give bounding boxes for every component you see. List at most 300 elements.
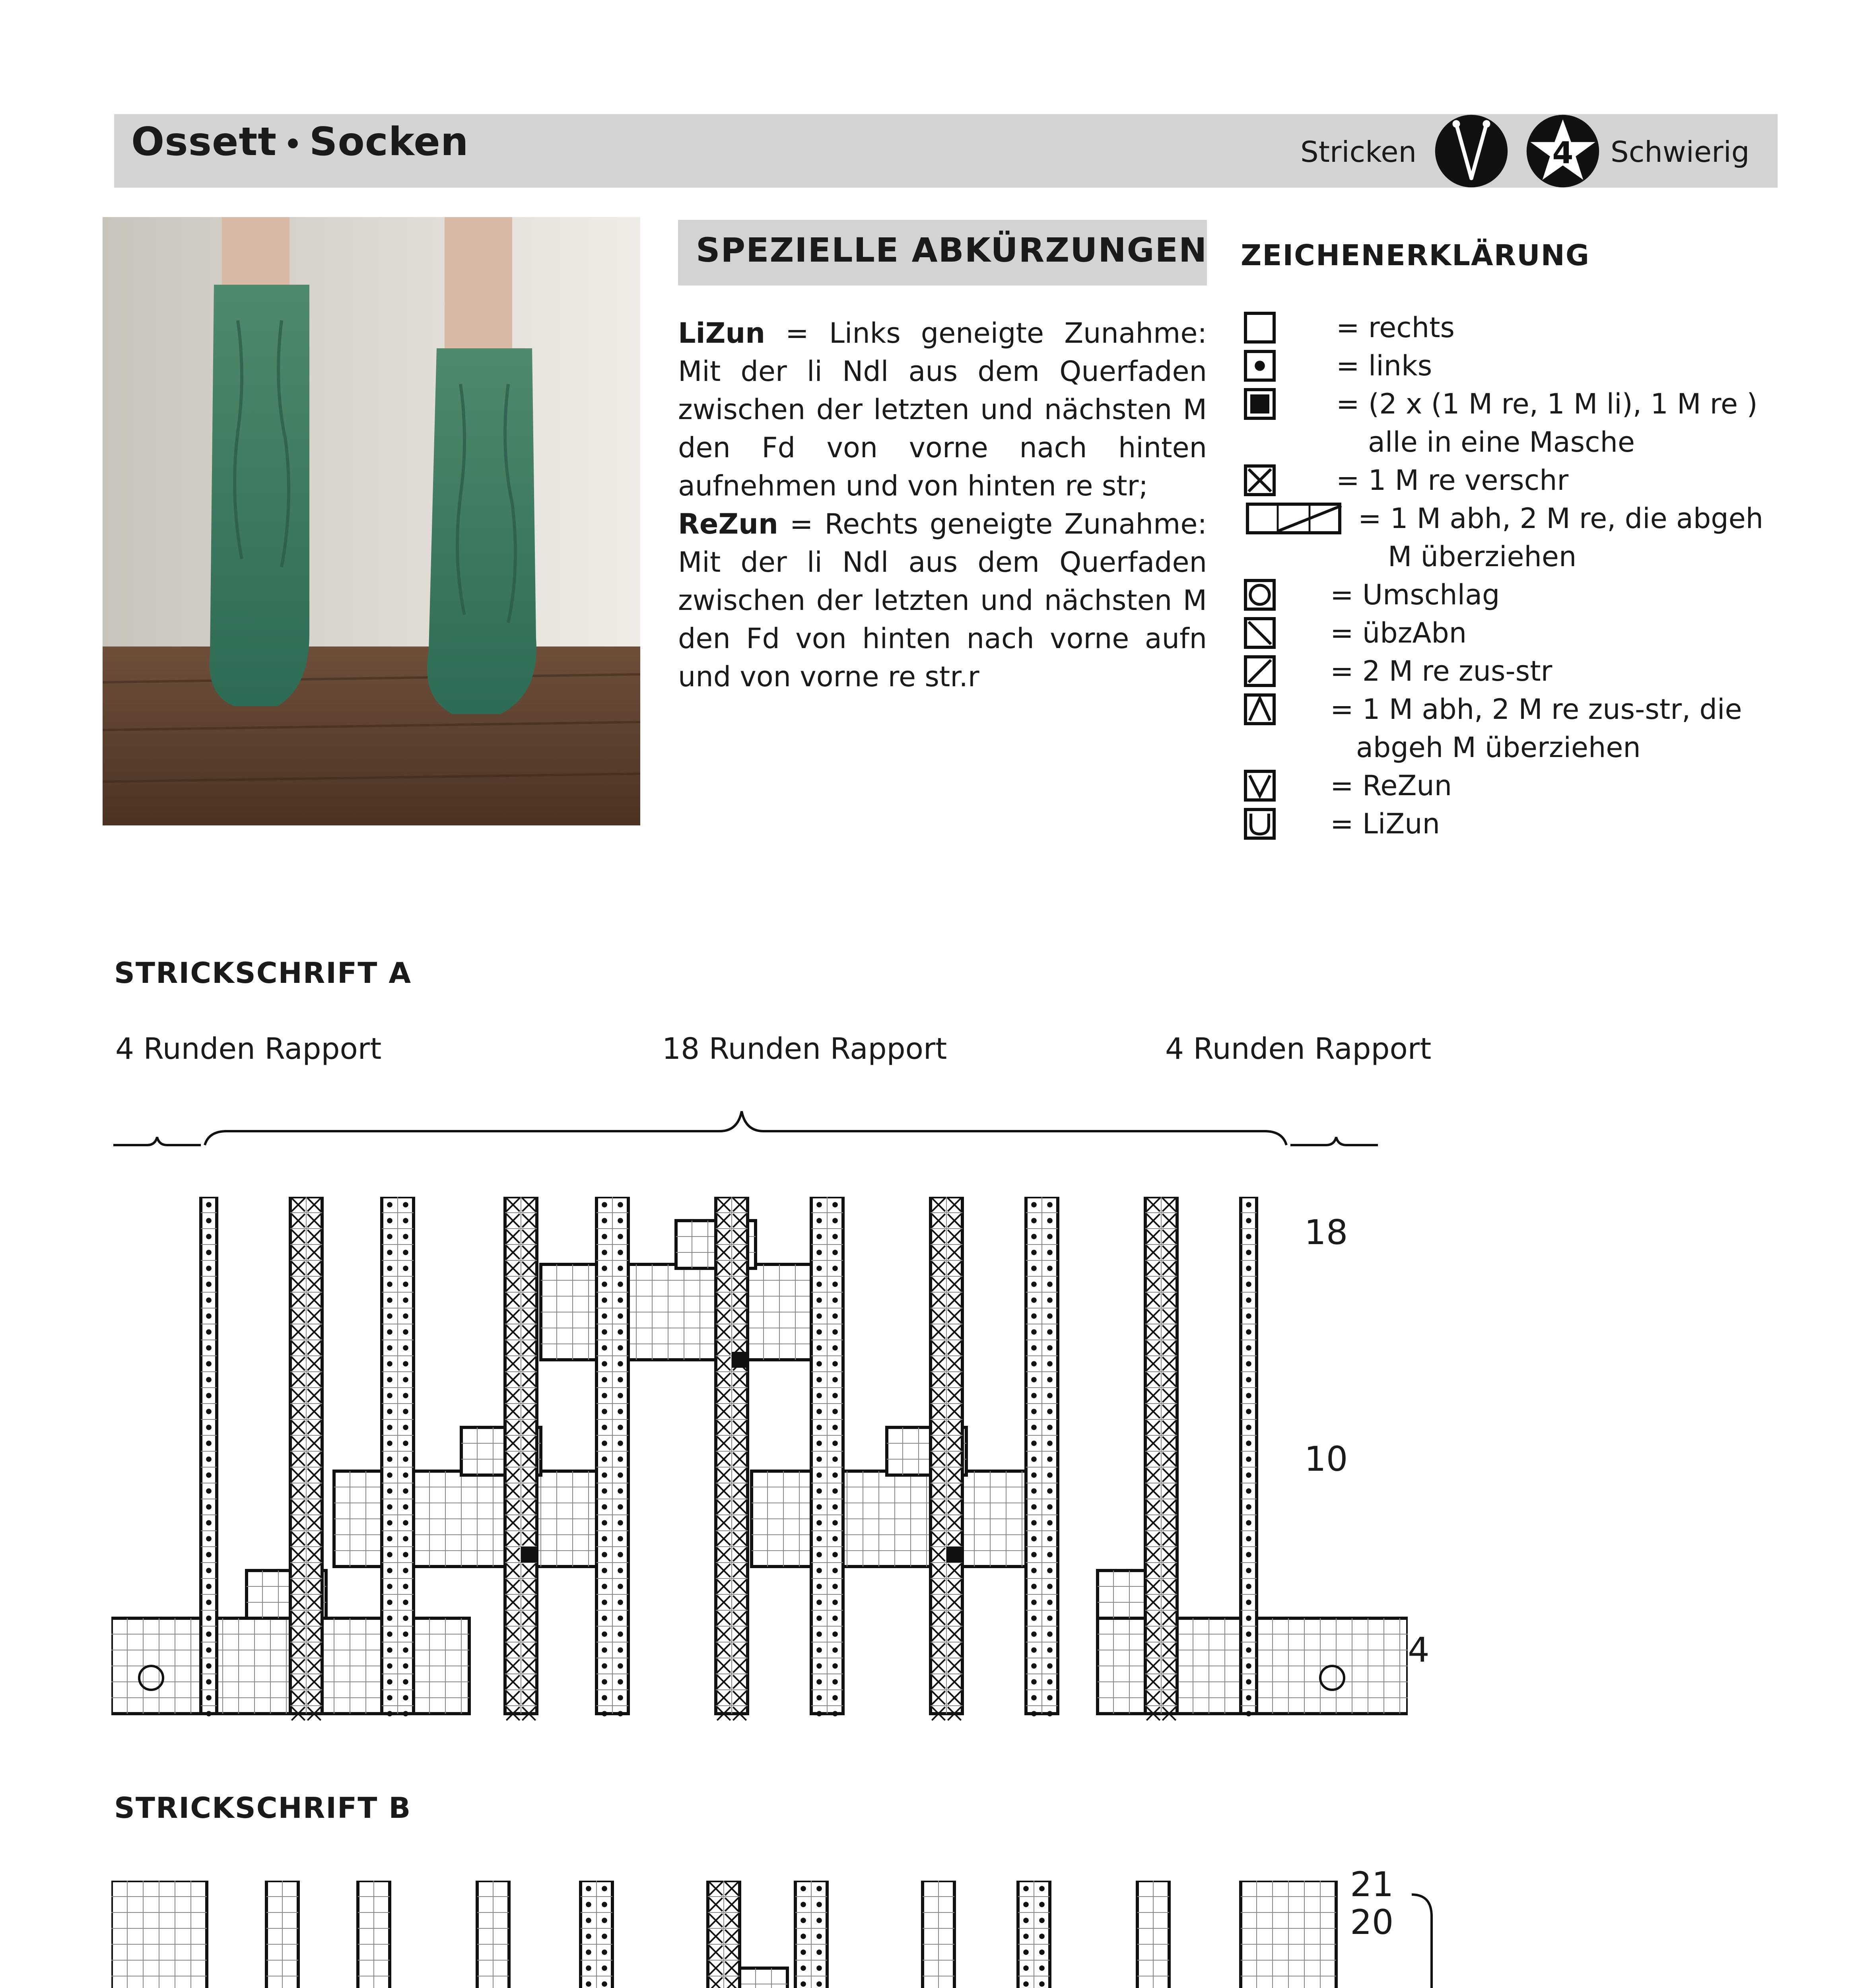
purl-stitch: [1039, 1965, 1045, 1971]
purl-stitch: [1023, 1981, 1029, 1987]
purl-stitch: [387, 1615, 392, 1621]
legend-item: = links: [1336, 349, 1432, 382]
purl-stitch: [602, 1568, 607, 1573]
purl-stitch: [1047, 1647, 1053, 1653]
purl-stitch: [618, 1679, 623, 1685]
purl-stitch: [403, 1568, 408, 1573]
purl-stitch: [618, 1313, 623, 1319]
purl-stitch: [832, 1679, 838, 1685]
purl-stitch: [832, 1313, 838, 1319]
purl-stitch: [403, 1345, 408, 1351]
abbr-term: ReZun: [678, 508, 778, 540]
purl-stitch: [618, 1552, 623, 1557]
purl-stitch: [832, 1552, 838, 1557]
purl-stitch: [206, 1600, 212, 1605]
purl-stitch: [816, 1504, 822, 1510]
star-icon: [1525, 113, 1601, 189]
purl-stitch: [1031, 1313, 1037, 1319]
chart-b-brace: [1408, 1893, 1455, 1988]
chart-b-title: STRICKSCHRIFT B: [114, 1791, 412, 1825]
purl-stitch: [816, 1329, 822, 1335]
purl-stitch: [387, 1663, 392, 1669]
purl-stitch: [387, 1202, 392, 1208]
purl-stitch: [832, 1329, 838, 1335]
purl-stitch: [403, 1600, 408, 1605]
purl-stitch: [206, 1345, 212, 1351]
purl-stitch: [206, 1679, 212, 1685]
purl-stitch: [832, 1234, 838, 1239]
purl-stitch: [1031, 1711, 1037, 1716]
purl-stitch: [206, 1266, 212, 1271]
purl-stitch: [618, 1441, 623, 1446]
purl-stitch: [1039, 1981, 1045, 1987]
purl-stitch: [832, 1615, 838, 1621]
purl-stitch: [387, 1377, 392, 1382]
purl-stitch: [1047, 1552, 1053, 1557]
dot-square-icon: [1244, 350, 1276, 382]
purl-stitch: [1031, 1615, 1037, 1621]
purl-stitch: [387, 1695, 392, 1701]
purl-stitch: [602, 1377, 607, 1382]
purl-stitch: [1031, 1600, 1037, 1605]
chart-b-grid: [111, 1881, 1352, 1988]
purl-stitch: [206, 1313, 212, 1319]
purl-stitch: [1031, 1377, 1037, 1382]
purl-stitch: [1246, 1281, 1251, 1287]
rapport-braces: [111, 1105, 1400, 1149]
purl-stitch: [618, 1250, 623, 1255]
purl-stitch: [1047, 1266, 1053, 1271]
purl-stitch: [1047, 1472, 1053, 1478]
purl-stitch: [403, 1536, 408, 1541]
purl-stitch: [602, 1393, 607, 1398]
legend-item: = (2 x (1 M re, 1 M li), 1 M re ): [1336, 388, 1758, 420]
pattern-name: Ossett: [131, 119, 277, 165]
purl-stitch: [618, 1584, 623, 1589]
purl-stitch: [403, 1441, 408, 1446]
purl-stitch: [206, 1202, 212, 1208]
legend-item: = 1 M abh, 2 M re, die abgeh: [1358, 502, 1764, 535]
empty-square-icon: [1244, 312, 1276, 344]
purl-stitch: [206, 1377, 212, 1382]
purl-stitch: [403, 1456, 408, 1462]
purl-stitch: [387, 1409, 392, 1414]
purl-stitch: [1246, 1313, 1251, 1319]
knitting-needles-icon: [1434, 113, 1509, 189]
purl-stitch: [1031, 1456, 1037, 1462]
purl-stitch: [403, 1329, 408, 1335]
purl-stitch: [1023, 1934, 1029, 1939]
purl-stitch: [1047, 1488, 1053, 1494]
purl-stitch: [403, 1663, 408, 1669]
purl-stitch: [602, 1902, 607, 1907]
purl-stitch: [1047, 1202, 1053, 1208]
purl-stitch: [403, 1266, 408, 1271]
purl-stitch: [206, 1441, 212, 1446]
purl-stitch: [1031, 1504, 1037, 1510]
purl-stitch: [1246, 1456, 1251, 1462]
purl-stitch: [1047, 1393, 1053, 1398]
purl-stitch: [816, 1456, 822, 1462]
purl-stitch: [1246, 1488, 1251, 1494]
purl-stitch: [602, 1202, 607, 1208]
purl-stitch: [832, 1520, 838, 1526]
purl-stitch: [801, 1886, 806, 1891]
abbreviations-title: SPEZIELLE ABKÜRZUNGEN: [696, 231, 1208, 270]
purl-stitch: [816, 1218, 822, 1223]
purl-stitch: [387, 1297, 392, 1303]
bobble-stitch: [521, 1547, 537, 1563]
chart-a-grid: [111, 1197, 1408, 1730]
purl-stitch: [832, 1441, 838, 1446]
purl-stitch: [387, 1647, 392, 1653]
purl-stitch: [602, 1711, 607, 1716]
purl-stitch: [403, 1679, 408, 1685]
purl-stitch: [801, 1949, 806, 1955]
purl-stitch: [816, 1488, 822, 1494]
purl-stitch: [403, 1472, 408, 1478]
purl-stitch: [816, 1695, 822, 1701]
purl-stitch: [618, 1425, 623, 1430]
purl-stitch: [816, 1647, 822, 1653]
purl-stitch: [206, 1234, 212, 1239]
purl-stitch: [602, 1425, 607, 1430]
purl-stitch: [1246, 1250, 1251, 1255]
abbr-definition: = Links geneigte Zunahme: Mit der li Ndl aus dem Querfaden zwischen der letzten und nächsten M den Fd von vorne nach hinten aufnehmen und von hinten re str;: [678, 317, 1207, 502]
legend-item: = ReZun: [1330, 769, 1452, 802]
triple-slash-icon: [1244, 503, 1343, 534]
purl-stitch: [618, 1472, 623, 1478]
purl-stitch: [832, 1377, 838, 1382]
abbr-definition: = Rechts geneigte Zunahme: Mit der li Ndl aus dem Querfaden zwischen der letzten und nächsten M den Fd von hinten nach vorne aufn und von vorne re str.r: [678, 508, 1207, 693]
purl-stitch: [1246, 1600, 1251, 1605]
chart-a-row-label: 4: [1408, 1630, 1430, 1670]
purl-stitch: [403, 1647, 408, 1653]
bobble-stitch: [732, 1352, 748, 1368]
purl-stitch: [387, 1472, 392, 1478]
purl-stitch: [206, 1520, 212, 1526]
purl-stitch: [602, 1313, 607, 1319]
purl-stitch: [1031, 1488, 1037, 1494]
purl-stitch: [832, 1425, 838, 1430]
purl-stitch: [1031, 1250, 1037, 1255]
purl-stitch: [1031, 1202, 1037, 1208]
purl-stitch: [618, 1393, 623, 1398]
purl-stitch: [1031, 1409, 1037, 1414]
purl-stitch: [1047, 1234, 1053, 1239]
purl-stitch: [403, 1281, 408, 1287]
purl-stitch: [816, 1934, 822, 1939]
purl-stitch: [206, 1568, 212, 1573]
purl-stitch: [816, 1266, 822, 1271]
purl-stitch: [602, 1409, 607, 1414]
purl-stitch: [1047, 1361, 1053, 1367]
purl-stitch: [602, 1695, 607, 1701]
purl-stitch: [1031, 1266, 1037, 1271]
purl-stitch: [1023, 1886, 1029, 1891]
purl-stitch: [618, 1695, 623, 1701]
sock-photo: [103, 217, 640, 825]
purl-stitch: [1047, 1568, 1053, 1573]
purl-stitch: [1023, 1902, 1029, 1907]
purl-stitch: [387, 1281, 392, 1287]
legend-item-continued: abgeh M überziehen: [1356, 731, 1641, 764]
purl-stitch: [816, 1679, 822, 1685]
slash-square-icon: [1244, 655, 1276, 687]
purl-stitch: [586, 1965, 591, 1971]
purl-stitch: [1031, 1361, 1037, 1367]
purl-stitch: [602, 1663, 607, 1669]
legend-item: = rechts: [1336, 311, 1455, 344]
abbreviations-text: [678, 314, 1207, 696]
purl-stitch: [387, 1631, 392, 1637]
rapport-middle-label: 18 Runden Rapport: [662, 1032, 947, 1066]
purl-stitch: [1246, 1711, 1251, 1716]
title-separator: •: [284, 128, 302, 161]
purl-stitch: [618, 1600, 623, 1605]
purl-stitch: [1246, 1695, 1251, 1701]
purl-stitch: [206, 1695, 212, 1701]
purl-stitch: [618, 1297, 623, 1303]
purl-stitch: [1047, 1536, 1053, 1541]
purl-stitch: [403, 1425, 408, 1430]
purl-stitch: [206, 1631, 212, 1637]
legend-item: = 2 M re zus-str: [1330, 655, 1552, 687]
purl-stitch: [403, 1520, 408, 1526]
purl-stitch: [1047, 1218, 1053, 1223]
purl-stitch: [1031, 1536, 1037, 1541]
purl-stitch: [832, 1695, 838, 1701]
purl-stitch: [816, 1552, 822, 1557]
purl-stitch: [816, 1377, 822, 1382]
purl-stitch: [387, 1488, 392, 1494]
purl-stitch: [1047, 1600, 1053, 1605]
purl-stitch: [602, 1918, 607, 1923]
purl-stitch: [832, 1631, 838, 1637]
purl-stitch: [1246, 1425, 1251, 1430]
chart-b-row-label: 21: [1350, 1865, 1394, 1905]
purl-stitch: [1246, 1520, 1251, 1526]
purl-stitch: [1047, 1695, 1053, 1701]
purl-stitch: [403, 1393, 408, 1398]
purl-stitch: [801, 1981, 806, 1987]
purl-stitch: [1031, 1281, 1037, 1287]
purl-stitch: [1047, 1504, 1053, 1510]
purl-stitch: [1246, 1345, 1251, 1351]
purl-stitch: [1039, 1918, 1045, 1923]
purl-stitch: [602, 1981, 607, 1987]
purl-stitch: [832, 1600, 838, 1605]
purl-stitch: [832, 1218, 838, 1223]
purl-stitch: [618, 1266, 623, 1271]
purl-stitch: [1246, 1584, 1251, 1589]
legend-item: = Umschlag: [1330, 579, 1500, 611]
purl-stitch: [801, 1902, 806, 1907]
purl-stitch: [206, 1488, 212, 1494]
purl-stitch: [832, 1250, 838, 1255]
purl-stitch: [403, 1297, 408, 1303]
purl-stitch: [387, 1536, 392, 1541]
purl-stitch: [586, 1918, 591, 1923]
purl-stitch: [403, 1488, 408, 1494]
purl-stitch: [403, 1695, 408, 1701]
purl-stitch: [1246, 1647, 1251, 1653]
purl-stitch: [206, 1297, 212, 1303]
purl-stitch: [602, 1441, 607, 1446]
purl-stitch: [1047, 1250, 1053, 1255]
purl-stitch: [816, 1631, 822, 1637]
purl-stitch: [618, 1663, 623, 1669]
purl-stitch: [403, 1218, 408, 1223]
purl-stitch: [1031, 1441, 1037, 1446]
purl-stitch: [1031, 1647, 1037, 1653]
purl-stitch: [387, 1266, 392, 1271]
circle-square-icon: [1244, 579, 1276, 611]
difficulty-number: 4: [1552, 135, 1574, 171]
purl-stitch: [206, 1456, 212, 1462]
chart-b-row-label: 20: [1350, 1903, 1394, 1942]
purl-stitch: [586, 1949, 591, 1955]
purl-stitch: [832, 1472, 838, 1478]
v-square-icon: [1244, 770, 1276, 802]
purl-stitch: [403, 1615, 408, 1621]
purl-stitch: [816, 1202, 822, 1208]
purl-stitch: [206, 1250, 212, 1255]
purl-stitch: [1246, 1663, 1251, 1669]
purl-stitch: [602, 1520, 607, 1526]
category-name: Socken: [309, 119, 469, 165]
purl-stitch: [1031, 1568, 1037, 1573]
purl-stitch: [816, 1568, 822, 1573]
purl-stitch: [602, 1965, 607, 1971]
purl-stitch: [403, 1584, 408, 1589]
purl-stitch: [816, 1600, 822, 1605]
purl-stitch: [602, 1297, 607, 1303]
purl-stitch: [816, 1234, 822, 1239]
purl-stitch: [1246, 1329, 1251, 1335]
purl-stitch: [387, 1679, 392, 1685]
purl-stitch: [1031, 1393, 1037, 1398]
purl-stitch: [618, 1504, 623, 1510]
legend-title: ZEICHENERKLÄRUNG: [1241, 239, 1590, 272]
chart-a-row-label: 18: [1304, 1213, 1348, 1252]
purl-stitch: [403, 1631, 408, 1637]
chart-a-row-label: 10: [1304, 1439, 1348, 1479]
purl-stitch: [1031, 1329, 1037, 1335]
legend-item: = 1 M abh, 2 M re zus-str, die: [1330, 693, 1742, 726]
purl-stitch: [387, 1250, 392, 1255]
purl-stitch: [832, 1504, 838, 1510]
purl-stitch: [1031, 1425, 1037, 1430]
purl-stitch: [1246, 1472, 1251, 1478]
purl-stitch: [206, 1663, 212, 1669]
purl-stitch: [832, 1663, 838, 1669]
purl-stitch: [1047, 1441, 1053, 1446]
purl-stitch: [618, 1647, 623, 1653]
purl-stitch: [618, 1711, 623, 1716]
purl-stitch: [1039, 1949, 1045, 1955]
purl-stitch: [816, 1250, 822, 1255]
purl-stitch: [602, 1250, 607, 1255]
purl-stitch: [206, 1218, 212, 1223]
purl-stitch: [387, 1552, 392, 1557]
rapport-right-label: 4 Runden Rapport: [1165, 1032, 1432, 1066]
purl-stitch: [832, 1456, 838, 1462]
purl-stitch: [387, 1393, 392, 1398]
purl-stitch: [618, 1520, 623, 1526]
purl-stitch: [1031, 1218, 1037, 1223]
purl-stitch: [1047, 1520, 1053, 1526]
purl-stitch: [1031, 1679, 1037, 1685]
purl-stitch: [206, 1552, 212, 1557]
purl-stitch: [602, 1584, 607, 1589]
purl-stitch: [1031, 1695, 1037, 1701]
u-square-icon: [1244, 808, 1276, 840]
purl-stitch: [403, 1234, 408, 1239]
purl-stitch: [1047, 1425, 1053, 1430]
purl-stitch: [832, 1345, 838, 1351]
purl-stitch: [816, 1536, 822, 1541]
purl-stitch: [206, 1647, 212, 1653]
purl-stitch: [387, 1329, 392, 1335]
purl-stitch: [1246, 1679, 1251, 1685]
purl-stitch: [1031, 1663, 1037, 1669]
purl-stitch: [618, 1361, 623, 1367]
purl-stitch: [816, 1886, 822, 1891]
bobble-stitch: [946, 1547, 962, 1563]
purl-stitch: [403, 1711, 408, 1716]
purl-stitch: [1039, 1902, 1045, 1907]
rapport-left-label: 4 Runden Rapport: [115, 1032, 382, 1066]
purl-stitch: [586, 1981, 591, 1987]
purl-stitch: [602, 1647, 607, 1653]
purl-stitch: [618, 1281, 623, 1287]
purl-stitch: [618, 1568, 623, 1573]
purl-stitch: [403, 1504, 408, 1510]
purl-stitch: [1246, 1266, 1251, 1271]
purl-stitch: [1246, 1234, 1251, 1239]
purl-stitch: [618, 1218, 623, 1223]
purl-stitch: [832, 1393, 838, 1398]
purl-stitch: [1031, 1472, 1037, 1478]
purl-stitch: [602, 1615, 607, 1621]
purl-stitch: [1031, 1552, 1037, 1557]
purl-stitch: [1246, 1202, 1251, 1208]
purl-stitch: [602, 1536, 607, 1541]
backslash-square-icon: [1244, 617, 1276, 649]
purl-stitch: [832, 1711, 838, 1716]
purl-stitch: [832, 1647, 838, 1653]
purl-stitch: [1246, 1552, 1251, 1557]
purl-stitch: [602, 1949, 607, 1955]
purl-stitch: [602, 1488, 607, 1494]
purl-stitch: [1047, 1313, 1053, 1319]
purl-stitch: [618, 1631, 623, 1637]
purl-stitch: [832, 1281, 838, 1287]
purl-stitch: [206, 1361, 212, 1367]
purl-stitch: [602, 1266, 607, 1271]
abbr-term: LiZun: [678, 317, 766, 349]
purl-stitch: [206, 1425, 212, 1430]
purl-stitch: [816, 1615, 822, 1621]
triangle-square-icon: [1244, 693, 1276, 725]
purl-stitch: [832, 1584, 838, 1589]
purl-stitch: [387, 1361, 392, 1367]
purl-stitch: [1246, 1377, 1251, 1382]
purl-stitch: [832, 1297, 838, 1303]
purl-stitch: [602, 1361, 607, 1367]
purl-stitch: [1246, 1297, 1251, 1303]
